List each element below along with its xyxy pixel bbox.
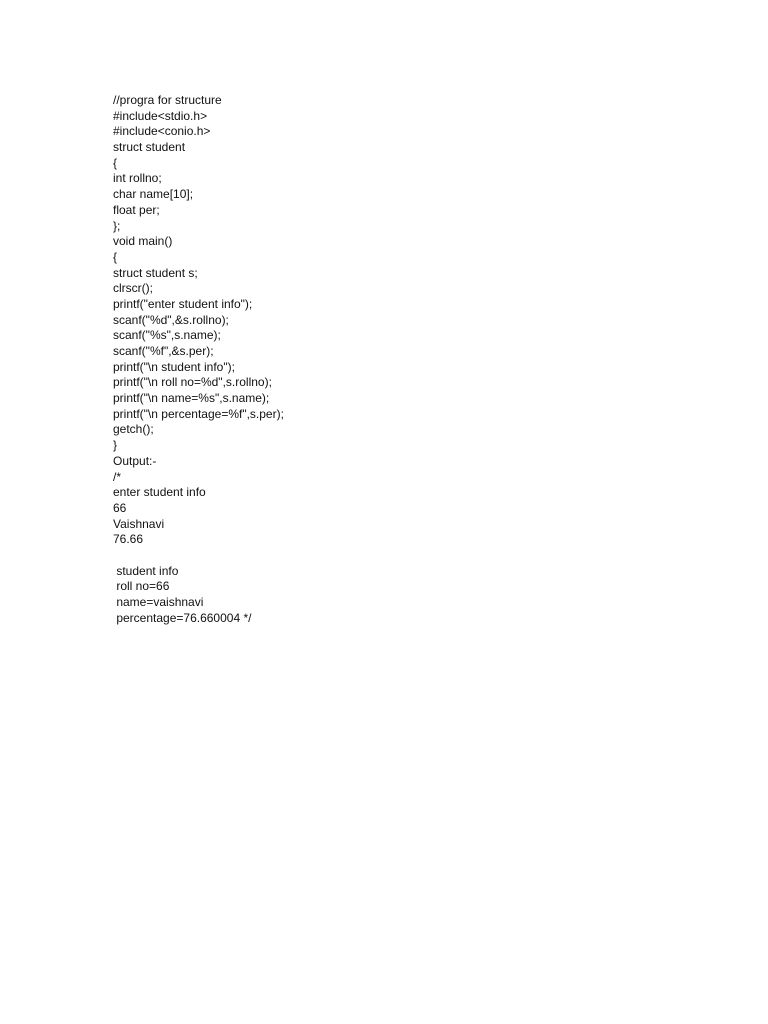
comment-start: /* <box>113 469 122 484</box>
code-line: scanf("%d",&s.rollno); <box>113 312 229 327</box>
code-line: printf("\n percentage=%f",s.per); <box>113 406 284 421</box>
code-line: } <box>113 438 118 453</box>
code-line: { <box>113 249 118 264</box>
code-line: float per; <box>113 202 160 217</box>
code-line: printf("\n name=%s",s.name); <box>113 391 270 406</box>
code-line: struct student s; <box>113 265 198 280</box>
output-line: Vaishnavi <box>113 516 165 531</box>
output-line: enter student info <box>113 485 206 500</box>
output-line: student info <box>113 563 179 578</box>
output-line: percentage=76.660004 */ <box>113 610 252 625</box>
code-line: clrscr(); <box>113 281 153 296</box>
output-heading: Output:- <box>113 453 157 468</box>
code-line: #include<stdio.h> <box>113 108 208 123</box>
output-line: name=vaishnavi <box>113 595 204 609</box>
code-line: printf("\n roll no=%d",s.rollno); <box>113 375 272 390</box>
output-line: roll no=66 <box>113 579 170 594</box>
blank-line <box>113 548 713 564</box>
code-line: int rollno; <box>113 171 162 186</box>
code-text-block <box>113 93 713 626</box>
output-line: 76.66 <box>113 532 144 547</box>
code-line: //progra for structure <box>113 93 222 107</box>
code-line: { <box>113 155 118 170</box>
code-line: printf("\n student info"); <box>113 359 235 374</box>
output-line: 66 <box>113 500 127 515</box>
code-line: scanf("%s",s.name); <box>113 328 221 343</box>
code-line: void main() <box>113 234 173 249</box>
code-line: #include<conio.h> <box>113 124 211 139</box>
code-line: scanf("%f",&s.per); <box>113 344 214 358</box>
code-line: getch(); <box>113 422 154 437</box>
code-line: char name[10]; <box>113 187 194 202</box>
code-line: }; <box>113 218 121 233</box>
code-line: printf("enter student info"); <box>113 296 253 311</box>
code-line: struct student <box>113 140 186 155</box>
